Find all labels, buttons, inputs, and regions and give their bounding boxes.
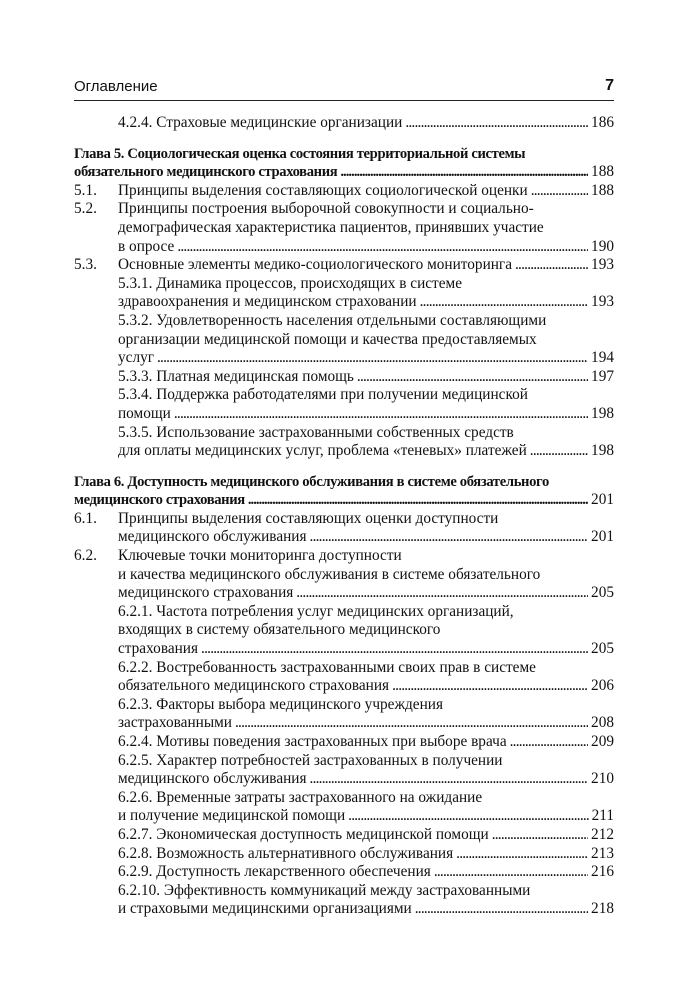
toc-entry-6-2-2: 6.2.2. Востребованность застрахованными своих прав в системе обязательного медицинского страхования . . . 206 [118,659,614,696]
toc-page: 197 [591,367,614,385]
toc-entry-6-2-8: 6.2.8. Возможность альтернативного обслуживания . . . 213 [118,845,614,864]
toc-entry-4-2-4: 4.2.4. Страховые медицинские организации . . . 186 [118,114,614,133]
toc-page: 208 [591,714,614,732]
toc-entry-6-2-10: 6.2.10. Эффективность коммуникаций между застрахованными и страховыми медицинскими организациями . . . 218 [118,882,614,919]
table-of-contents [74,114,614,919]
toc-chapter-6: Глава 6. Доступность медицинского обслуживания в системе обязательного медицинского страхования . . . 201 [74,473,614,510]
toc-page: 212 [591,825,614,843]
toc-entry-5-3-5: 5.3.5. Использование застрахованными собственных средств для оплаты медицинских услуг, проблема «теневых» платежей . . . 198 [118,424,614,461]
toc-page: 216 [591,863,614,881]
toc-page: 205 [591,640,614,658]
toc-section-number: 5.2. [74,200,97,218]
toc-page: 198 [591,442,614,460]
toc-entry-5-3-3: 5.3.3. Платная медицинская помощь . . . 197 [118,368,614,387]
toc-section-number: 5.3. [74,256,97,274]
toc-page: 205 [591,584,614,602]
toc-entry-5-3: 5.3. Основные элементы медико-социологического мониторинга . . . 193 [74,256,614,275]
toc-entry-6-2-4: 6.2.4. Мотивы поведения застрахованных при выборе врача . . . 209 [118,733,614,752]
toc-entry-6-2-1: 6.2.1. Частота потребления услуг медицинских организаций, входящих в систему обязательного медицинского страхования . . . 205 [118,603,614,659]
toc-section-number: 6.2. [74,547,97,565]
toc-page: 193 [591,293,614,311]
toc-page: 193 [591,256,614,274]
toc-page: 209 [591,733,614,750]
toc-page: 201 [591,491,614,509]
toc-page: 186 [591,114,614,131]
running-header [74,76,614,101]
toc-entry-6-2-7: 6.2.7. Экономическая доступность медицинской помощи . . . 212 [118,826,614,845]
toc-page: 188 [591,163,614,181]
running-header-title: Оглавление [74,78,158,95]
toc-entry-6-2-5: 6.2.5. Характер потребностей застрахованных в получении медицинского обслуживания . . . 210 [118,752,614,789]
page-number: 7 [605,77,614,94]
toc-page: 211 [591,807,614,825]
toc-entry-6-2-3: 6.2.3. Факторы выбора медицинского учреждения застрахованными . . . 208 [118,696,614,733]
toc-page: 210 [591,770,614,788]
toc-entry-5-2: 5.2. Принципы построения выборочной совокупности и социально- демографическая характеристика пациентов, принявших участие в опросе . . . 190 [74,200,614,256]
toc-page: 194 [591,349,614,367]
toc-section-number: 6.1. [74,509,97,527]
toc-section-number: 5.1. [74,181,97,199]
toc-page: 206 [591,677,614,695]
toc-entry-6-2-6: 6.2.6. Временные затраты застрахованного на ожидание и получение медицинской помощи . . . 211 [118,789,614,826]
toc-page: 188 [591,181,614,199]
toc-entry-6-1: 6.1. Принципы выделения составляющих оценки доступности медицинского обслуживания . . . 201 [74,510,614,547]
toc-page: 213 [591,844,614,862]
toc-entry-5-1: 5.1. Принципы выделения составляющих социологической оценки . . . 188 [74,182,614,201]
toc-entry-6-2-9: 6.2.9. Доступность лекарственного обеспечения . . . 216 [118,863,614,882]
toc-page: 198 [591,404,614,422]
toc-entry-5-3-2: 5.3.2. Удовлетворенность населения отдельными составляющими организации медицинской помощи и качества предоставляемых услуг . . . 194 [118,312,614,368]
toc-entry-6-2: 6.2. Ключевые точки мониторинга доступности и качества медицинского обслуживания в системе обязательного медицинского страхования . . . 205 [74,547,614,603]
toc-chapter-5: Глава 5. Социологическая оценка состояния территориальной системы обязательного медицинского страхования . . . 188 [74,145,614,182]
toc-page: 190 [591,237,614,255]
toc-page: 218 [591,900,614,918]
toc-entry-5-3-1: 5.3.1. Динамика процессов, происходящих в системе здравоохранения и медицинском страховании . . . 193 [118,275,614,312]
toc-entry-5-3-4: 5.3.4. Поддержка работодателями при получении медицинской помощи . . . 198 [118,386,614,423]
toc-page: 201 [591,528,614,546]
